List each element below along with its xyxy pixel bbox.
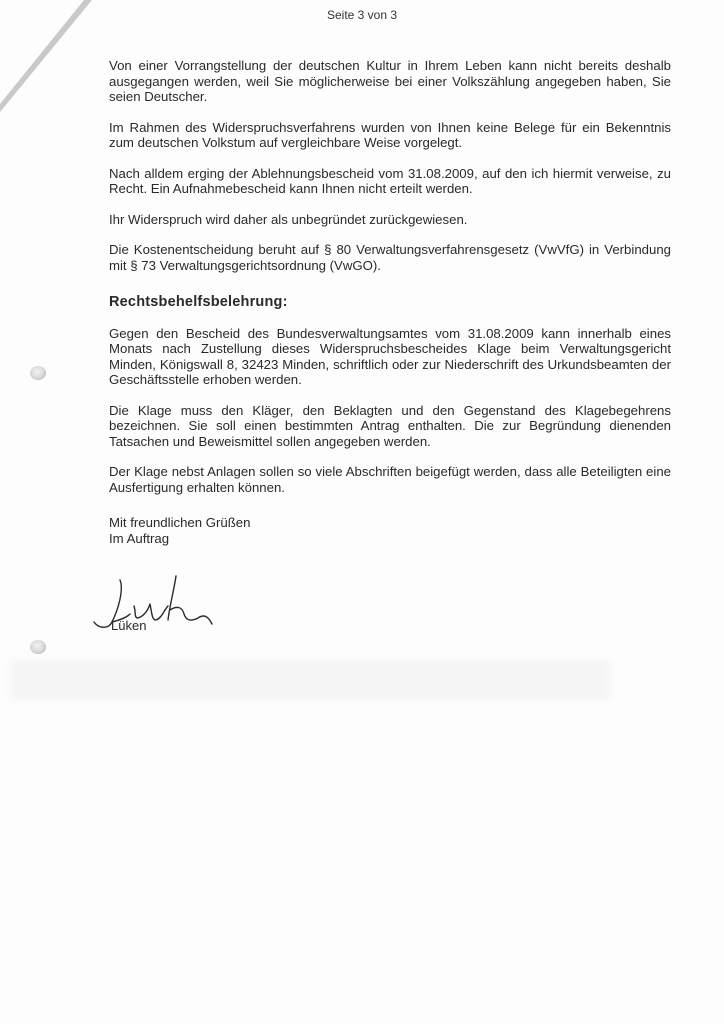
legal-paragraph-3: Der Klage nebst Anlagen sollen so viele Abschriften beigefügt werden, dass alle Beteiligten eine Ausfertigung erhalten können. (109, 464, 671, 495)
on-behalf-line: Im Auftrag (109, 531, 170, 546)
scan-shadow (10, 660, 610, 700)
legal-paragraph-2: Die Klage muss den Kläger, den Beklagten und den Gegenstand des Klagebegehrens bezeichnen. Sie soll einen bestimmten Antrag enthalten. Die zur Begründung dienenden Tatsachen und Beweismittel sollen angegeben werden. (109, 402, 671, 449)
signer-name: Lüken (111, 618, 147, 633)
paragraph-2: Im Rahmen des Widerspruchsverfahrens wurden von Ihnen keine Belege für ein Bekenntnis zum deutschen Volkstum auf vergleichbare Weise vorgelegt. (109, 119, 671, 150)
punch-hole-top (30, 366, 46, 380)
letter-body (109, 58, 671, 547)
handwritten-signature (90, 570, 220, 640)
legal-remedy-heading: Rechtsbehelfsbelehrung: (109, 294, 288, 310)
paragraph-1: Von einer Vorrangstellung der deutschen Kultur in Ihrem Leben kann nicht bereits deshalb ausgegangen werden, weil Sie möglicherweise bei einer Volkszählung angegeben haben, Sie seien Deutscher. (109, 58, 671, 104)
closing-greeting: Mit freundlichen Grüßen (109, 515, 251, 530)
legal-paragraph-1: Gegen den Bescheid des Bundesverwaltungsamtes vom 31.08.2009 kann innerhalb eines Monats nach Zustellung dieses Widerspruchsbescheides Klage beim Verwaltungsgericht Minden, Königswall 8, 32423 Minden, schriftlich oder zur Niederschrift des Urkundsbeamten der Geschäftsstelle erhoben werden. (109, 325, 671, 387)
paragraph-4: Ihr Widerspruch wird daher als unbegründet zurückgewiesen. (109, 211, 468, 227)
closing-block (109, 515, 671, 547)
paragraph-5: Die Kostenentscheidung beruht auf § 80 Verwaltungsverfahrensgesetz (VwVfG) in Verbindung mit § 73 Verwaltungsgerichtsordnung (VwGO). (109, 242, 671, 273)
page-number: Seite 3 von 3 (326, 8, 398, 22)
punch-hole-bottom (30, 640, 46, 654)
paragraph-3: Nach alldem erging der Ablehnungsbescheid vom 31.08.2009, auf den ich hiermit verweise, zu Recht. Ein Aufnahmebescheid kann Ihnen nicht erteilt werden. (109, 165, 671, 196)
